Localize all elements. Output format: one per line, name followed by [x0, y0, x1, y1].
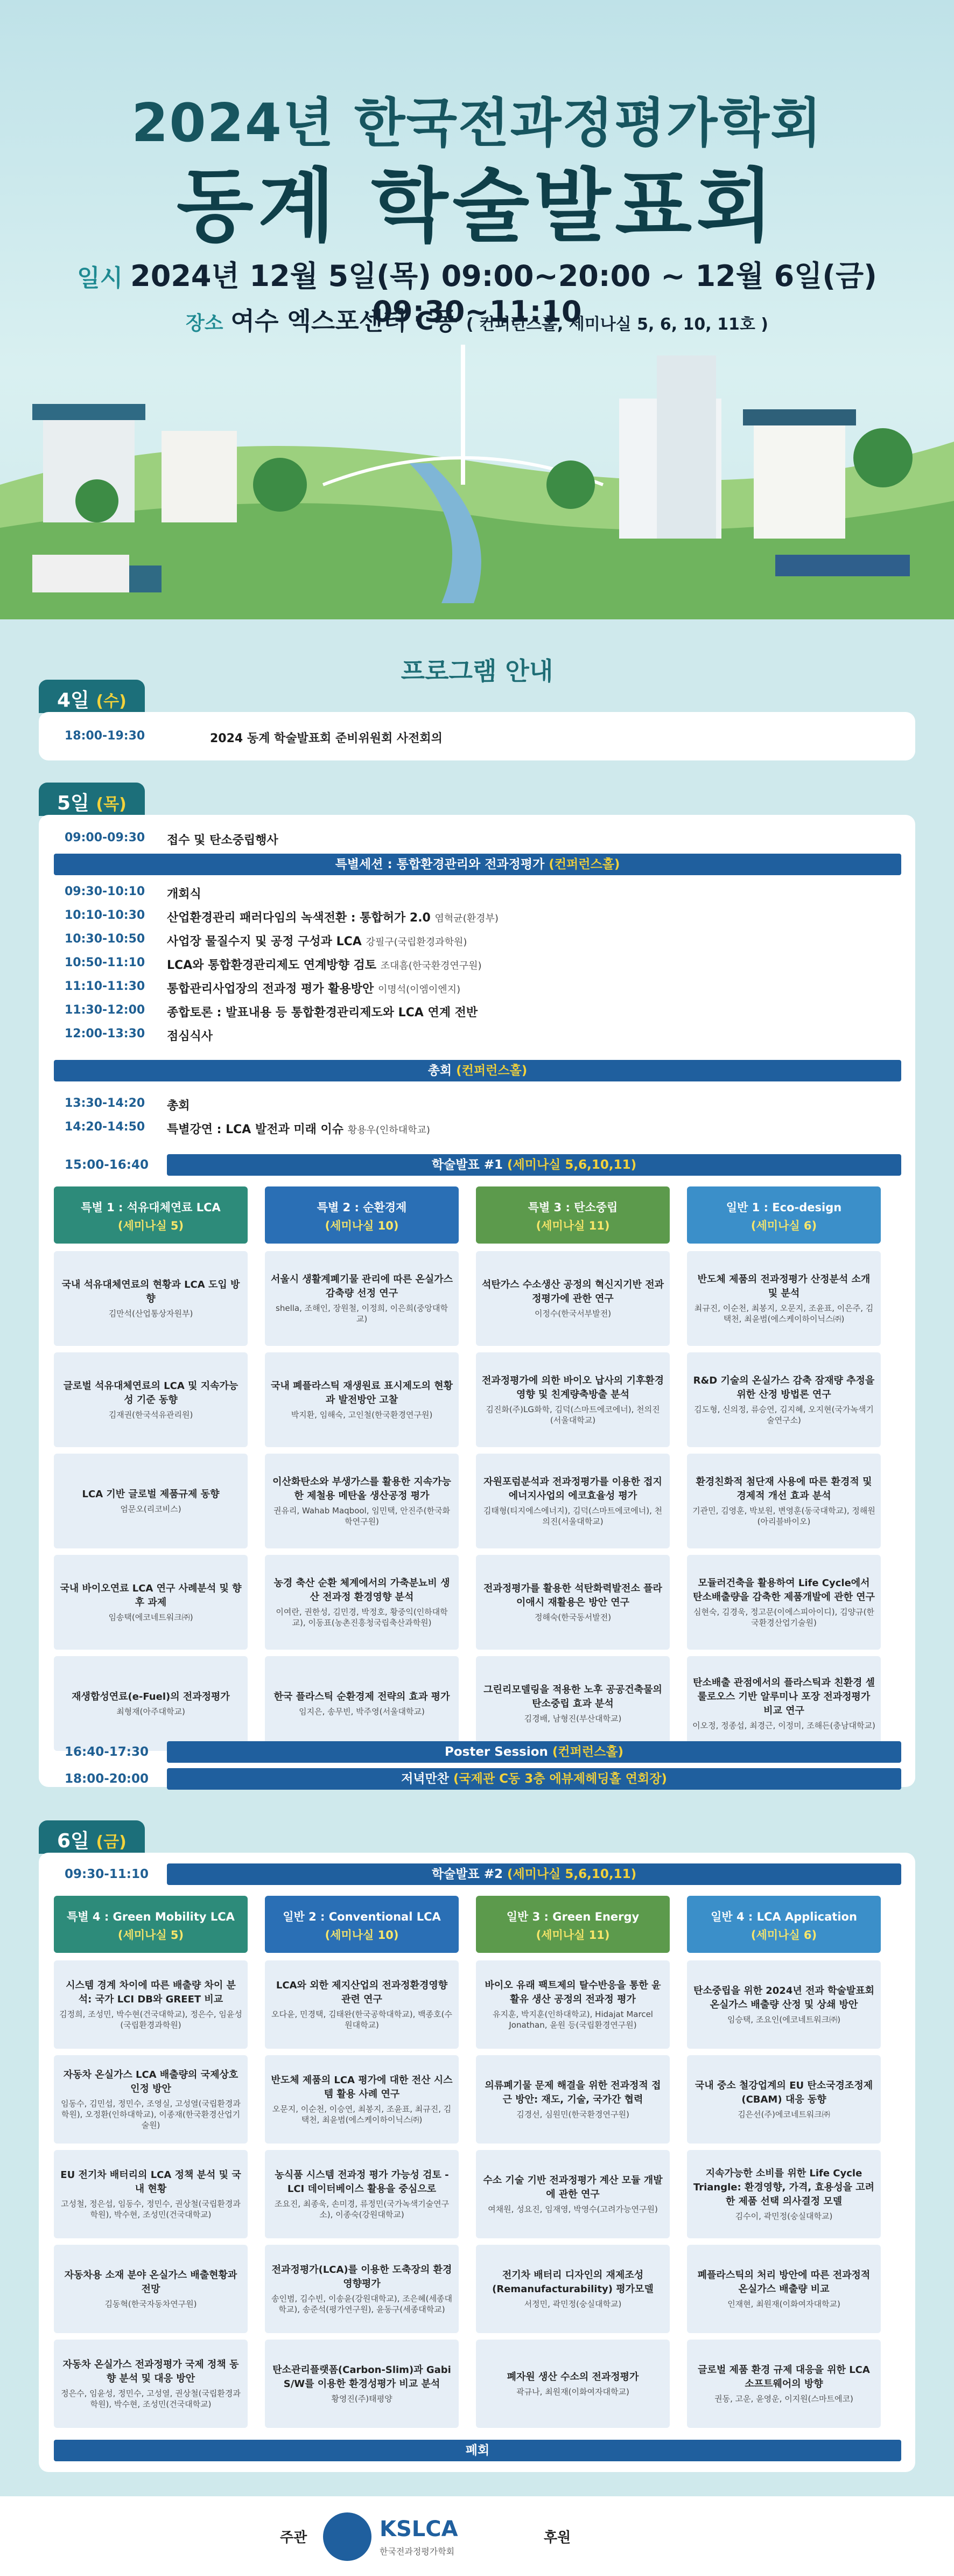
row-topic: 개회식: [167, 888, 201, 901]
presentation-authors: 김경선, 심원민(한국환경연구원): [516, 2110, 629, 2119]
presentation-cell: [687, 1352, 881, 1447]
presentation-title: EU 전기차 배터리의 LCA 정책 분석 및 국내 현황: [60, 2169, 241, 2195]
closing-label: 폐회: [465, 2444, 490, 2458]
event-title: 동계 학술발표회: [176, 160, 778, 253]
row-time: 09:30-10:10: [65, 885, 145, 898]
presentation-title: 국내 폐플라스틱 재생원료 표시제도의 현황과 발전방안 고찰: [270, 1380, 453, 1406]
event-subtitle: 2024년 한국전과정평가학회: [131, 93, 823, 154]
track-room: (세미나실 11): [536, 1929, 610, 1942]
day6-dow: (금): [96, 1833, 127, 1852]
row-speaker: 강필구(국립환경과학원): [366, 937, 467, 948]
presentation-cell: [265, 1352, 459, 1447]
row-title: [167, 932, 467, 949]
place-rooms: ( 컨퍼런스홀, 세미나실 5, 6, 10, 11호 ): [466, 315, 769, 334]
row-title: [167, 1027, 213, 1044]
presentation-cell: [476, 2340, 670, 2428]
presentation-cell: [54, 2245, 248, 2333]
bar-time: 16:40-17:30: [65, 1745, 149, 1759]
presentation-authors: 김도형, 신의정, 류승연, 김지혜, 오지현(국가녹색기술연구소): [694, 1405, 874, 1425]
presentation-cell: [476, 1555, 670, 1650]
presentation-title: 글로벌 석유대체연료의 LCA 및 지속가능성 기준 동향: [63, 1380, 238, 1406]
presentation-cell: [476, 2245, 670, 2333]
track-name: 일반 3 : Green Energy: [506, 1910, 640, 1923]
row-title: [167, 1120, 430, 1137]
presentation-cell: [687, 1555, 881, 1650]
presentation-title: 자동차 온실가스 전과정평가 국제 정책 동향 분석 및 대응 방안: [62, 2359, 239, 2384]
row-topic: 통합관리사업장의 전과정 평가 활용방안: [167, 982, 374, 996]
row-topic: 산업환경관리 패러다임의 녹색전환 : 통합허가 2.0: [167, 911, 431, 925]
presentation-cell: [54, 1960, 248, 2049]
bar-time: 09:30-11:10: [65, 1867, 149, 1881]
session-track-header: [476, 1896, 670, 1953]
city-illustration: [0, 323, 954, 619]
presentation-cell: [687, 2150, 881, 2238]
day4-tab: [39, 680, 145, 713]
kslca-logo-icon: [323, 2512, 371, 2561]
presentation-authors: 김만석(산업통상자원부): [108, 1309, 193, 1318]
day4-dow: (수): [96, 692, 127, 711]
row-topic: 사업장 물질수지 및 공정 구성과 LCA: [167, 935, 362, 948]
row-speaker: 이명석(이엠이엔지): [377, 984, 461, 995]
bar-title: 총회: [427, 1064, 452, 1078]
presentation-authors: 이오정, 정종섭, 최경근, 이정미, 조해든(충남대학교): [692, 1721, 875, 1730]
row-speaker: 조대흠(한국환경연구원): [380, 960, 482, 972]
presentation-authors: 황영진(주)태평양: [331, 2394, 392, 2404]
presentation-cell: [476, 1656, 670, 1751]
row-topic: 종합토론 : 발표내용 등 통합환경관리제도와 LCA 연계 전반: [167, 1006, 478, 1020]
bar-room: (세미나실 5,6,10,11): [503, 1867, 637, 1881]
presentation-title: 전기차 배터리 디자인의 재제조성 (Remanufacturability) 평가모델: [492, 2270, 654, 2295]
presentation-cell: [54, 1656, 248, 1751]
presentation-cell: [687, 1454, 881, 1548]
presentation-title: 농경 축산 순환 체계에서의 가축분뇨비 생산 전과정 환경영향 분석: [273, 1577, 450, 1603]
track-room: (세미나실 11): [536, 1219, 610, 1232]
presentation-title: 자동차 온실가스 LCA 배출량의 국제상호인정 방안: [63, 2069, 238, 2095]
presentation-authors: 이정수(한국서부발전): [534, 1309, 612, 1318]
presentation-authors: 유지훈, 박지훈(인하대학교), Hidajat Marcel Jonathan, 윤원 등(국립환경연구원): [493, 2009, 653, 2030]
presentation-title: 한국 플라스틱 순환경제 전략의 효과 평가: [273, 1691, 450, 1702]
presentation-title: 바이오 유래 팩트제의 탈수반응을 통한 윤활유 생산 공정의 전과정 평가: [485, 1980, 661, 2005]
dinner-bar: [54, 1768, 901, 1790]
track-name: 특별 3 : 탄소중립: [528, 1201, 618, 1214]
row-time: 10:50-11:10: [65, 956, 145, 969]
presentation-cell: [687, 2055, 881, 2144]
presentation-cell: [54, 2055, 248, 2144]
session-track-header: [476, 1186, 670, 1244]
session-track-header: [265, 1186, 459, 1244]
session-track-header: [687, 1896, 881, 1953]
presentation-title: 국내 바이오연료 LCA 연구 사례분석 및 향후 과제: [60, 1583, 242, 1608]
bar-title: 학술발표 #1: [431, 1158, 503, 1172]
presentation-authors: 김정희, 조성민, 박수현(건국대학교), 정은수, 임윤성(국립환경과학원): [59, 2009, 242, 2030]
dinner-bar-fill: [167, 1768, 901, 1790]
presentation-cell: [687, 1960, 881, 2049]
presentation-authors: 조요진, 최종욱, 손미경, 류정민(국가녹색기술연구소), 이종숙(강원대학교): [274, 2199, 450, 2219]
presentation-cell: [54, 1352, 248, 1447]
bar-title: Poster Session: [444, 1745, 548, 1759]
general-meeting-bar: [54, 1060, 901, 1081]
row-time: 18:00-19:30: [65, 729, 145, 743]
presentation-title: 자동차용 소재 분야 온실가스 배출현황과 전망: [64, 2270, 237, 2295]
presentation-cell: [476, 1960, 670, 2049]
day5-card: [39, 815, 915, 1787]
presentation-cell: [265, 2340, 459, 2428]
date-value: 2024년 12월 5일(목) 09:00~20:00 ~ 12월 6일(금) 09:30~11:10: [130, 259, 877, 329]
program-title: 프로그램 안내: [401, 657, 553, 686]
presentation-authors: 임동수, 김민섭, 정민수, 조영실, 고성열(국립환경과학원), 오정환(인하대학교), 이종재(한국환경산업기술원): [61, 2099, 241, 2130]
presentation-authors: 오다윤, 민경택, 김태완(한국공학대학교), 백종호(수원대학교): [271, 2009, 452, 2030]
presentation-cell: [687, 2245, 881, 2333]
presentation-title: 폐자원 생산 수소의 전과정평가: [507, 2371, 639, 2383]
presentation-cell: [476, 2055, 670, 2144]
presentation-title: 모듈러건축을 활용하여 Life Cycle에서 탄소배출량을 감축한 제품개발에 관한 연구: [692, 1577, 875, 1603]
presentation-cell: [476, 2150, 670, 2238]
session2-bar-fill: [167, 1863, 901, 1885]
row-title: 2024 동계 학술발표회 준비위원회 사전회의: [210, 732, 443, 745]
keynote-speaker: 황용우(인하대학교): [347, 1125, 430, 1136]
track-room: (세미나실 5): [117, 1929, 184, 1942]
presentation-authors: shella, 조해인, 장원철, 이정희, 이은희(중앙대학교): [276, 1303, 448, 1324]
footer: [0, 2496, 954, 2576]
presentation-authors: 정해숙(한국동서발전): [534, 1612, 612, 1622]
session1-bar-fill: [167, 1154, 901, 1176]
row-title: [167, 1003, 478, 1020]
row-title: [167, 909, 499, 925]
presentation-title: 국내 석유대체연료의 현황과 LCA 도입 방향: [61, 1279, 240, 1304]
presentation-cell: [54, 1251, 248, 1346]
presentation-cell: [476, 1454, 670, 1548]
row-time: 14:20-14:50: [65, 1120, 145, 1134]
presentation-title: 국내 중소 철강업계의 EU 탄소국경조정제(CBAM) 대응 동향: [695, 2080, 873, 2105]
presentation-title: 반도체 제품의 전과정평가 산정분석 소개 및 분석: [697, 1274, 871, 1299]
presentation-authors: 서정민, 곽민정(숭실대학교): [524, 2299, 622, 2309]
presentation-authors: 김경배, 남형진(부산대학교): [524, 1714, 622, 1723]
session-track-header: [54, 1186, 248, 1244]
bar-room: (국제관 C동 3층 에뷰제헤딩홀 연회장): [448, 1772, 667, 1786]
presentation-authors: 임지은, 송무빈, 박주영(서울대학교): [299, 1707, 425, 1716]
track-name: 특별 1 : 석유대체연료 LCA: [81, 1201, 221, 1214]
sponsor-label: 후원: [544, 2530, 571, 2546]
row-time: 10:30-10:50: [65, 932, 145, 946]
presentation-authors: 김동혁(한국자동차연구원): [104, 2299, 197, 2309]
presentation-title: LCA 기반 글로벌 제품규제 동향: [82, 1489, 220, 1500]
row-time: 11:30-12:00: [65, 1003, 145, 1017]
presentation-cell: [476, 1251, 670, 1346]
presentation-authors: 심현숙, 김경욱, 정고문(이에스피아이디), 김양규(한국환경산업기술원): [693, 1607, 874, 1628]
bar-time: 18:00-20:00: [65, 1772, 149, 1786]
track-room: (세미나실 5): [117, 1219, 184, 1232]
host-label: 주관: [280, 2530, 307, 2546]
row-topic: LCA와 통합환경관리제도 연계방향 검토: [167, 959, 376, 972]
special-session-bar: [54, 854, 901, 875]
presentation-cell: [687, 1251, 881, 1346]
bar-title: 학술발표 #2: [431, 1867, 503, 1881]
presentation-authors: 정은수, 임윤성, 정민수, 고성열, 권상철(국립환경과학원), 박수현, 조성민(건국대학교): [61, 2389, 241, 2409]
bar-room: (컨퍼런스홀): [548, 1745, 624, 1759]
place-value: 여수 엑스포센터 C동: [230, 306, 458, 336]
row-time: 10:10-10:30: [65, 909, 145, 922]
presentation-title: 탄소중립을 위한 2024년 전과 학술발표회 온실가스 배출량 산정 및 상쇄 방안: [693, 1985, 874, 2010]
presentation-title: 반도체 제품의 LCA 평가에 대한 전산 시스템 활용 사례 연구: [271, 2075, 453, 2100]
presentation-cell: [54, 1555, 248, 1650]
presentation-authors: 여채원, 성요진, 임재영, 박영수(고려가능연구원): [488, 2204, 658, 2214]
bar-title: 저녁만찬: [401, 1772, 449, 1786]
presentation-title: 탄소관리플랫폼(Carbon-Slim)과 Gabi S/W를 이용한 환경성평가 비교 분석: [272, 2364, 451, 2390]
place-key: 장소: [185, 312, 223, 334]
day6-label: 6일: [57, 1830, 89, 1852]
track-name: 일반 2 : Conventional LCA: [283, 1910, 441, 1923]
day4-card: [39, 712, 915, 760]
track-name: 일반 4 : LCA Application: [711, 1910, 857, 1923]
row-time: 12:00-13:30: [65, 1027, 145, 1041]
presentation-cell: [687, 1656, 881, 1751]
row-title: [167, 956, 482, 973]
presentation-authors: 김진화(주)LG화학, 김덕(스마트에코에너), 천의진(서울대학교): [486, 1405, 660, 1425]
presentation-authors: 인재현, 최원재(이화여자대학교): [727, 2299, 840, 2309]
presentation-cell: [265, 2055, 459, 2144]
presentation-authors: 고성철, 정은섭, 임동수, 정민수, 권상철(국립환경과학원), 박수현, 조성민(건국대학교): [61, 2199, 241, 2219]
track-name: 특별 4 : Green Mobility LCA: [67, 1910, 235, 1923]
poster-bar-fill: [167, 1741, 901, 1763]
presentation-cell: [54, 2340, 248, 2428]
presentation-authors: 박지환, 임해숙, 고인철(한국환경연구원): [291, 1410, 433, 1420]
presentation-authors: 곽규나, 최원재(이화여자대학교): [516, 2387, 629, 2397]
row-title: 총회: [167, 1099, 190, 1113]
session-track-header: [54, 1896, 248, 1953]
bar-time: 15:00-16:40: [65, 1158, 149, 1172]
row-time: 13:30-14:20: [65, 1097, 145, 1110]
presentation-title: 의류폐기물 문제 해결을 위한 전과정적 접근 방안: 재도, 기술, 국가간 협력: [485, 2080, 661, 2105]
bar-room: (세미나실 5,6,10,11): [503, 1158, 637, 1172]
presentation-title: 이산화탄소와 부생가스를 활용한 지속가능한 제철용 메탄올 생산공정 평가: [272, 1476, 451, 1502]
presentation-title: 그린리모델링을 적용한 노후 공공건축물의 탄소중립 효과 분석: [483, 1684, 662, 1709]
presentation-cell: [476, 1352, 670, 1447]
presentation-title: 전과정평가(LCA)를 이용한 도축장의 환경영향평가: [271, 2264, 452, 2289]
row-time: 09:00-09:30: [65, 831, 145, 844]
date-key: 일시: [77, 264, 123, 292]
track-room: (세미나실 6): [750, 1219, 817, 1232]
row-title: [167, 980, 460, 996]
presentation-authors: 엄문오(리코비스): [120, 1504, 181, 1514]
day6-card: [39, 1853, 915, 2472]
presentation-cell: [265, 1555, 459, 1650]
poster-bar: [54, 1741, 901, 1763]
bar-room: (컨퍼런스홀): [544, 857, 620, 871]
presentation-cell: [687, 2340, 881, 2428]
presentation-title: 전과정평가를 활용한 석탄화력발전소 플라이애시 재활용은 방안 연구: [483, 1583, 662, 1608]
presentation-title: 서울시 생활계폐기물 관리에 따른 온실가스 감축량 선정 연구: [270, 1274, 453, 1299]
row-topic: 점심식사: [167, 1030, 213, 1043]
presentation-title: 시스템 경계 차이에 따른 배출량 차이 분석: 국가 LCI DB와 GREET 비교: [66, 1980, 236, 2005]
presentation-title: 수소 기술 기반 전과정평가 계산 모듈 개발에 관한 연구: [483, 2175, 663, 2200]
track-room: (세미나실 10): [325, 1219, 399, 1232]
presentation-authors: 송인범, 김수빈, 이송윤(강원대학교), 조은혜(세종대학교), 송준석(평가연구원), 윤동구(세종대학교): [271, 2294, 452, 2314]
presentation-cell: [54, 2150, 248, 2238]
session2-bar: [54, 1863, 901, 1885]
presentation-title: 지속가능한 소비를 위한 Life Cycle Triangle: 환경영향, 가격, 효용성을 고려한 제품 선택 의사결정 모델: [693, 2168, 875, 2207]
hero-banner: [0, 0, 954, 619]
presentation-title: 탄소배출 관점에서의 플라스틱과 친환경 셀룰로오스 기반 알루미나 포장 전과정평가 비교 연구: [692, 1677, 875, 1716]
presentation-cell: [265, 2245, 459, 2333]
day5-tab: [39, 783, 145, 816]
presentation-authors: 권유리, Wahab Maqbool, 임민택, 안진주(한국화학연구원): [273, 1506, 451, 1526]
presentation-title: 환경친화적 첨단재 사용에 따른 환경적 및 경제적 개선 효과 분석: [696, 1476, 872, 1502]
presentation-authors: 이여란, 권한성, 김민경, 박정호, 황중익(인하대학교), 이동표(농촌진흥청국립축산과학원): [276, 1607, 448, 1628]
logo-subtext: 한국전과정평가학회: [380, 2546, 455, 2557]
presentation-title: 농식품 시스템 전과정 평가 가능성 검토 - LCI 데이터베이스 활용을 중심으로: [275, 2169, 449, 2195]
presentation-title: 전과정평가에 의한 바이오 납사의 기후환경영향 및 친계량축방출 분석: [481, 1375, 664, 1400]
presentation-title: LCA와 외한 제지산업의 전과정환경영향 관련 연구: [276, 1980, 448, 2005]
presentation-title: 석탄가스 수소생산 공정의 혁신지기반 전과정평가에 관한 연구: [481, 1279, 664, 1304]
presentation-authors: 권동, 고운, 윤영운, 이지원(스마트에코): [714, 2394, 853, 2404]
presentation-authors: 최형재(아주대학교): [116, 1707, 185, 1716]
row-title: [167, 885, 201, 902]
keynote-title: 특별강연 : LCA 발전과 미래 이슈: [167, 1123, 344, 1136]
presentation-cell: [265, 1251, 459, 1346]
presentation-title: 글로벌 제품 환경 규제 대응을 위한 LCA 소프트웨어의 방향: [698, 2364, 870, 2390]
bar-room: (컨퍼런스홀): [452, 1064, 528, 1078]
presentation-cell: [265, 1454, 459, 1548]
session1-bar: [54, 1154, 901, 1176]
presentation-authors: 김재권(한국석유관리원): [108, 1410, 193, 1420]
session-track-header: [687, 1186, 881, 1244]
track-name: 특별 2 : 순환경제: [317, 1201, 407, 1214]
logo-text: KSLCA: [380, 2517, 458, 2542]
presentation-cell: [265, 1960, 459, 2049]
presentation-cell: [265, 2150, 459, 2238]
day5-dow: (목): [96, 795, 127, 814]
closing-bar: [54, 2440, 901, 2461]
presentation-authors: 김수이, 곽민정(숭실대학교): [735, 2211, 833, 2221]
presentation-cell: [265, 1656, 459, 1751]
day4-label: 4일: [57, 689, 89, 711]
presentation-authors: 기관민, 김영훈, 박보원, 변영훈(동국대학교), 정해원(아리블바이오): [692, 1506, 875, 1526]
presentation-cell: [54, 1454, 248, 1548]
presentation-title: 자원포럼분석과 전과정평가를 이용한 접지에너지사업의 에코효율성 평가: [483, 1476, 662, 1502]
row-title: 접수 및 탄소중립행사: [167, 834, 278, 847]
presentation-authors: 오문지, 이순천, 이승연, 최봉지, 조윤표, 최규진, 김택천, 최윤범(에스케이하이닉스㈜): [272, 2104, 452, 2125]
presentation-title: 재생합성연료(e-Fuel)의 전과정평가: [72, 1691, 230, 1702]
session-track-header: [265, 1896, 459, 1953]
presentation-authors: 김태형(티지에스에너지), 김덕(스마트에코에너), 천의진(서울대학교): [483, 1506, 663, 1526]
bar-title: 특별세션 : 통합환경관리와 전과정평가: [335, 857, 545, 871]
day5-label: 5일: [57, 792, 89, 814]
track-room: (세미나실 10): [325, 1929, 399, 1942]
track-room: (세미나실 6): [750, 1929, 817, 1942]
presentation-authors: 임송택(에코네트워크㈜): [108, 1612, 193, 1622]
presentation-authors: 최규진, 이순천, 최봉지, 오문지, 조윤표, 이은주, 김택천, 최윤범(에스케이하이닉스㈜): [694, 1303, 874, 1324]
day6-tab: [39, 1820, 145, 1854]
presentation-title: R&D 기술의 온실가스 감축 잠재량 추정을 위한 산정 방법론 연구: [693, 1375, 875, 1400]
presentation-authors: 김은선(주)에코네트워크㈜: [738, 2110, 830, 2119]
presentation-authors: 임승택, 조요인(에코네트워크㈜): [727, 2015, 841, 2025]
row-speaker: 염혁균(환경부): [434, 913, 499, 924]
row-time: 11:10-11:30: [65, 980, 145, 993]
track-name: 일반 1 : Eco-design: [726, 1201, 842, 1214]
presentation-title: 폐플라스틱의 처리 방안에 따른 전과정적 온실가스 배출량 비교: [697, 2270, 871, 2295]
